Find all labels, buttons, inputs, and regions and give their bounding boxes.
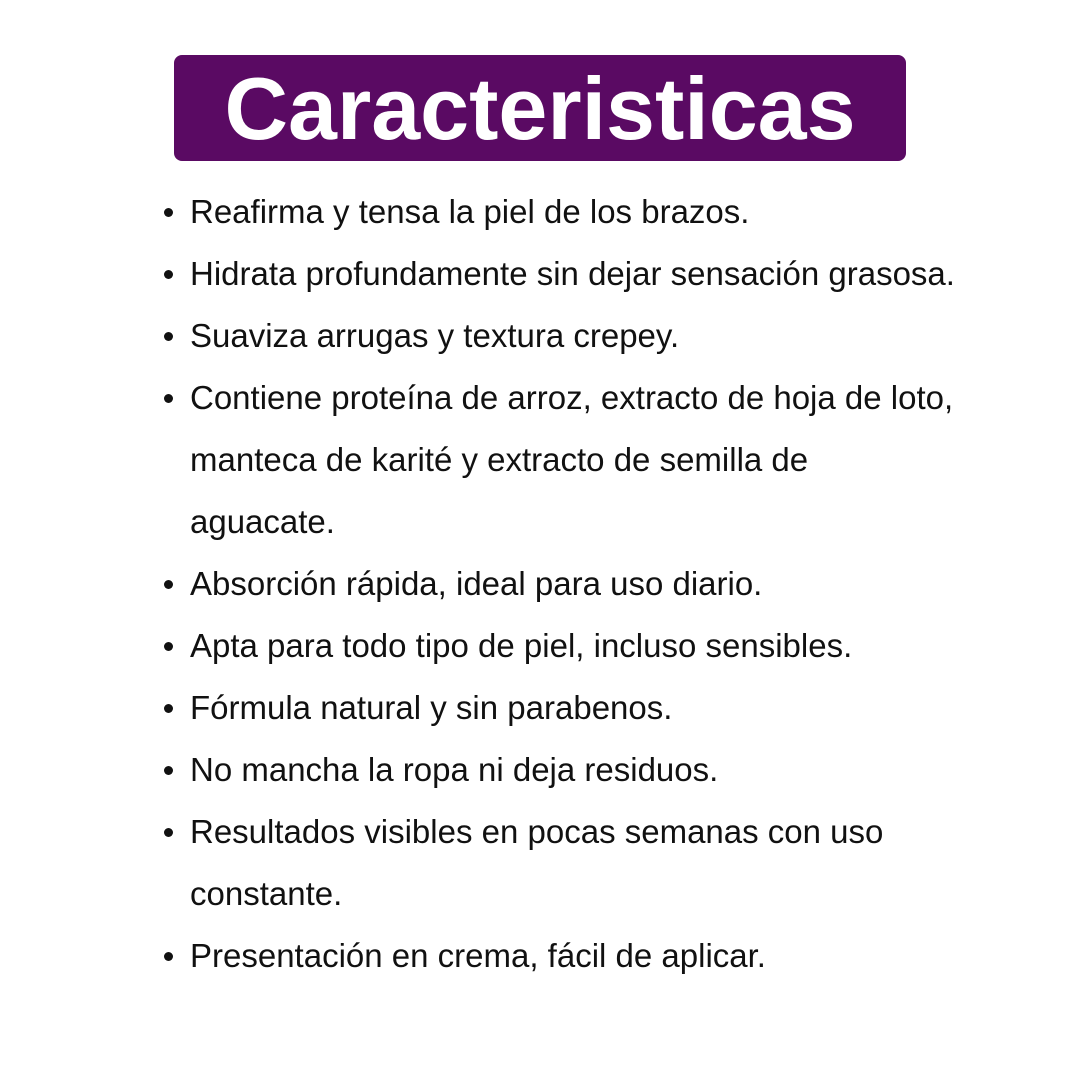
bullet-icon xyxy=(164,952,173,961)
bullet-icon xyxy=(164,580,173,589)
bullet-icon xyxy=(164,394,173,403)
feature-text: Reafirma y tensa la piel de los brazos. xyxy=(190,193,750,230)
feature-text: Suaviza arrugas y textura crepey. xyxy=(190,317,680,354)
title-banner xyxy=(174,55,906,161)
bullet-icon xyxy=(164,270,173,279)
list-item xyxy=(160,243,960,305)
feature-text: No mancha la ropa ni deja residuos. xyxy=(190,751,719,788)
list-item xyxy=(160,739,960,801)
bullet-icon xyxy=(164,766,173,775)
list-item xyxy=(160,801,960,925)
bullet-icon xyxy=(164,642,173,651)
features-list xyxy=(160,181,960,987)
feature-text: Contiene proteína de arroz, extracto de hoja de loto, manteca de karité y extracto de semilla de aguacate. xyxy=(190,379,954,540)
bullet-icon xyxy=(164,828,173,837)
list-item xyxy=(160,305,960,367)
list-item xyxy=(160,181,960,243)
feature-text: Fórmula natural y sin parabenos. xyxy=(190,689,673,726)
feature-text: Presentación en crema, fácil de aplicar. xyxy=(190,937,766,974)
list-item xyxy=(160,367,960,553)
feature-text: Resultados visibles en pocas semanas con uso constante. xyxy=(190,813,884,912)
feature-text: Hidrata profundamente sin dejar sensación grasosa. xyxy=(190,255,955,292)
list-item xyxy=(160,677,960,739)
bullet-icon xyxy=(164,208,173,217)
feature-text: Absorción rápida, ideal para uso diario. xyxy=(190,565,763,602)
bullet-icon xyxy=(164,704,173,713)
feature-text: Apta para todo tipo de piel, incluso sensibles. xyxy=(190,627,853,664)
bullet-icon xyxy=(164,332,173,341)
page-title: Caracteristicas xyxy=(224,59,856,158)
list-item xyxy=(160,553,960,615)
list-item xyxy=(160,615,960,677)
list-item xyxy=(160,925,960,987)
